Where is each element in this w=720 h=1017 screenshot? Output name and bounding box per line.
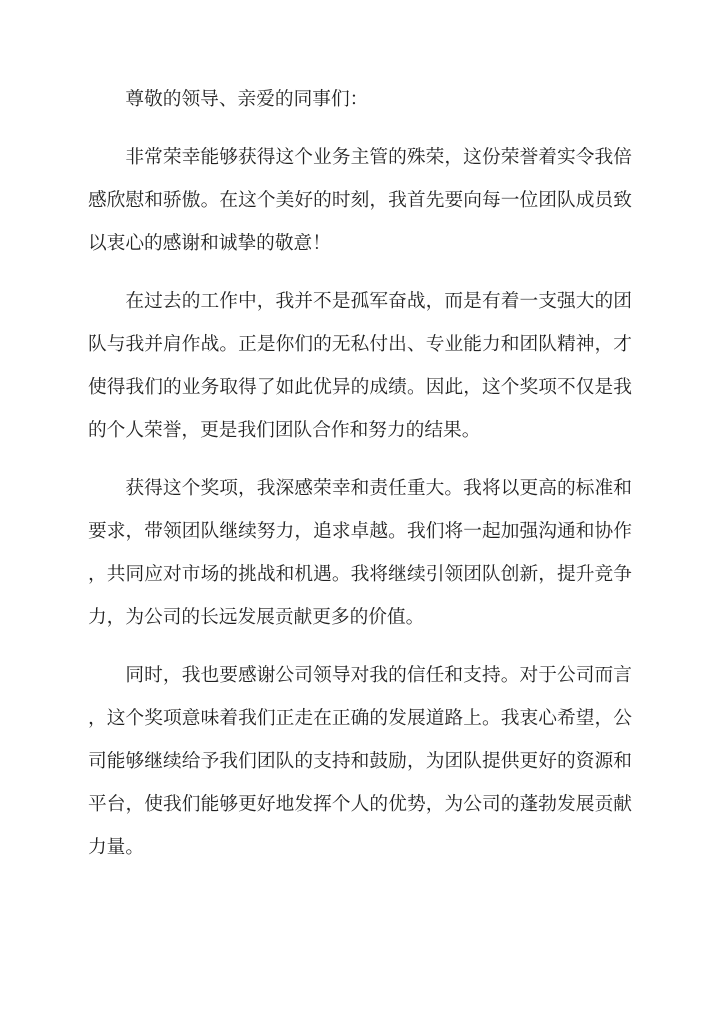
paragraph-commitment: 获得这个奖项，我深感荣幸和责任重大。我将以更高的标准和要求，带领团队继续努力，追求卓越。我们将一起加强沟通和协作，共同应对市场的挑战和机遇。我将继续引领团队创新，提升竞争力，为公司的长远发展贡献更多的价值。: [88, 478, 632, 628]
paragraph-team-credit: 在过去的工作中，我并不是孤军奋战，而是有着一支强大的团队与我并肩作战。正是你们的无私付出、专业能力和团队精神，才使得我们的业务取得了如此优异的成绩。因此，这个奖项不仅是我的个人荣誉，更是我们团队合作和努力的结果。: [88, 291, 632, 441]
paragraph-opening-thanks: 非常荣幸能够获得这个业务主管的殊荣，这份荣誉着实令我倍感欣慰和骄傲。在这个美好的时刻，我首先要向每一位团队成员致以衷心的感谢和诚挚的敬意！: [88, 147, 632, 254]
paragraph-company-thanks: 同时，我也要感谢公司领导对我的信任和支持。对于公司而言，这个奖项意味着我们正走在正确的发展道路上。我衷心希望，公司能够继续给予我们团队的支持和鼓励，为团队提供更好的资源和平台，使我们能够更好地发挥个人的优势，为公司的蓬勃发展贡献力量。: [88, 665, 632, 858]
salutation: 尊敬的领导、亲爱的同事们：: [125, 89, 369, 110]
